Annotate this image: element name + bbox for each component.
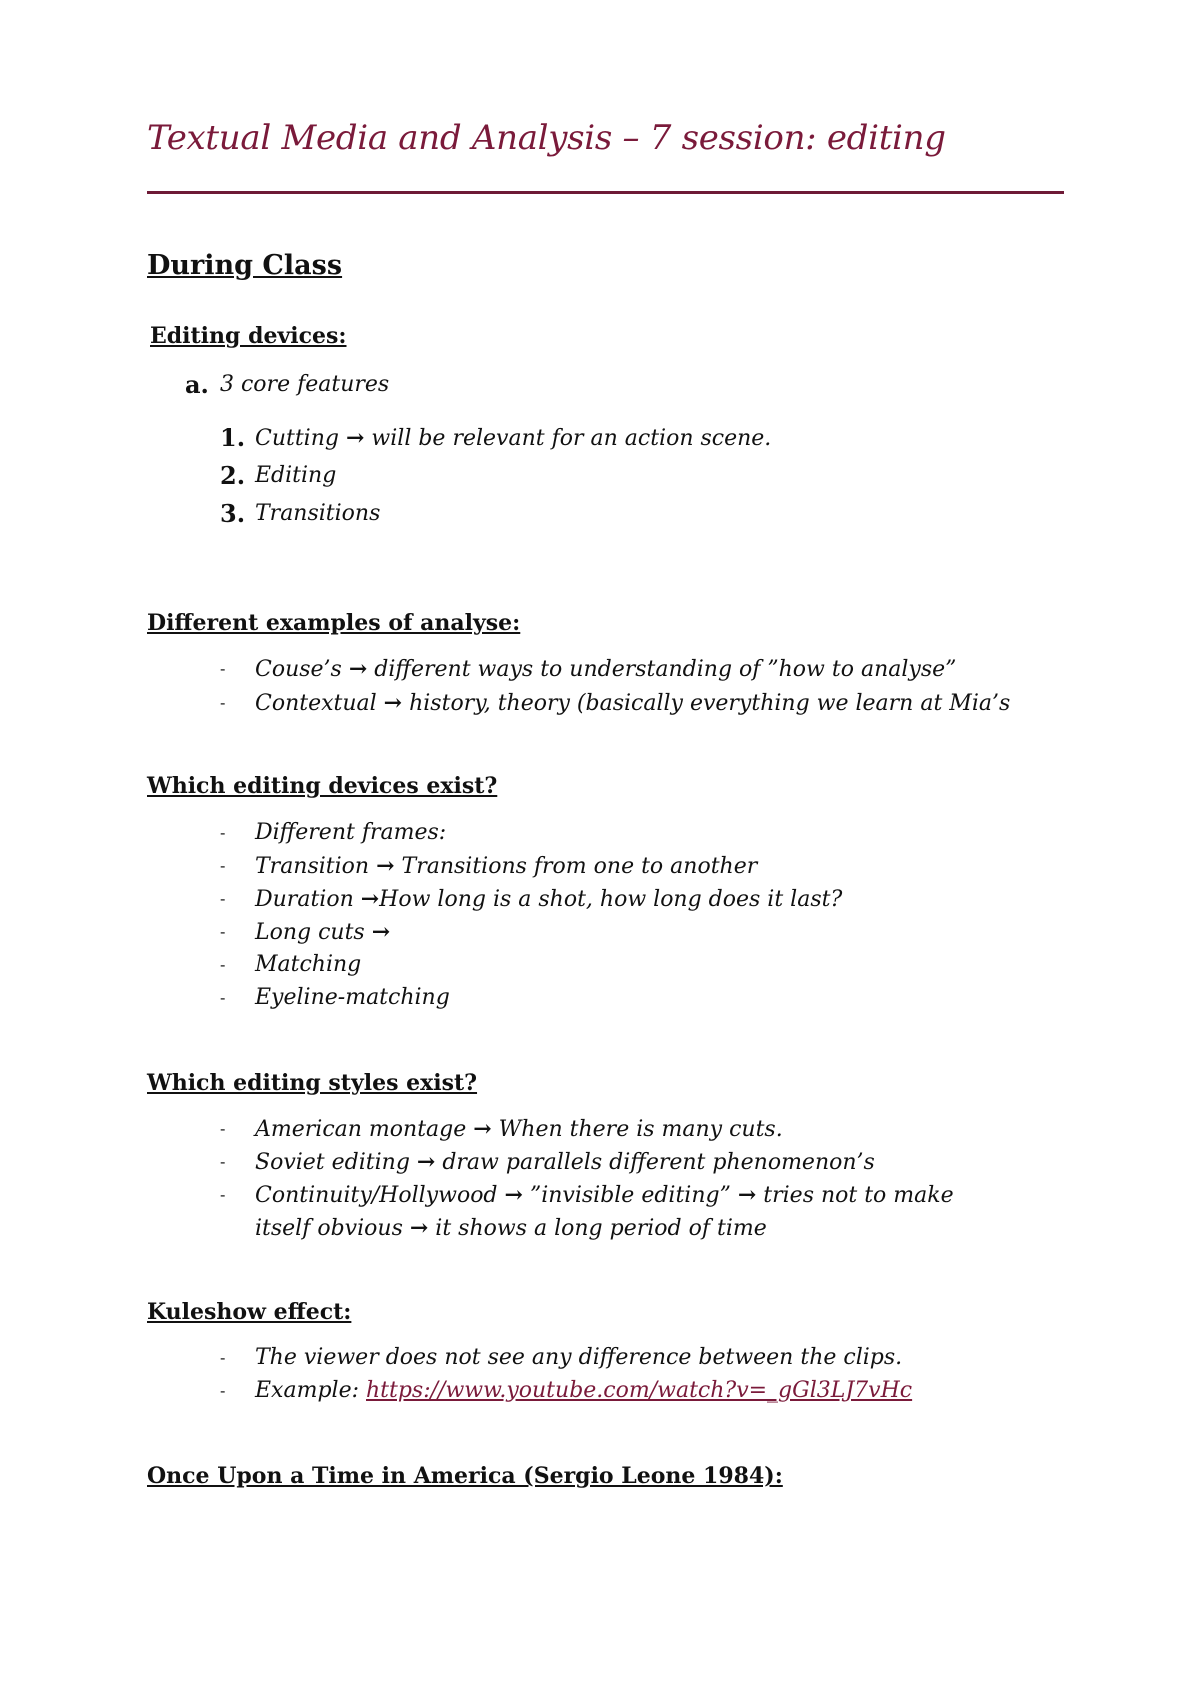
arrow-right-icon: → (409, 1215, 429, 1241)
list-item: - Example: https://www.youtube.com/watch?v=_gGl3LJ7vHc (220, 1378, 913, 1403)
list-item: - Different frames: (220, 820, 447, 845)
arrow-right-icon: → (371, 919, 391, 945)
heading-once-upon-a-time: Once Upon a Time in America (Sergio Leone 1984): (147, 1463, 783, 1489)
heading-editing-devices-exist: Which editing devices exist? (147, 773, 498, 799)
list-item-continuation: itself obvious → it shows a long period of time (255, 1215, 767, 1241)
item-number: 2. (220, 461, 246, 490)
arrow-right-icon: → (383, 690, 403, 716)
list-item: - Contextual → history, theory (basically everything we learn at Mia’s (220, 690, 1011, 716)
arrow-right-icon: → (504, 1182, 523, 1208)
arrow-right-icon: → (473, 1116, 492, 1142)
list-item: - Long cuts → (220, 919, 391, 945)
list-item: - Transition → Transitions from one to another (220, 853, 758, 879)
arrow-right-icon: → (416, 1149, 436, 1175)
arrow-right-icon: → (345, 425, 365, 451)
heading-editing-devices: Editing devices: (150, 323, 347, 349)
item-number: 1. (220, 423, 246, 452)
sub-item-marker: a. (185, 370, 209, 399)
document-title: Textual Media and Analysis – 7 session: editing (147, 118, 946, 158)
list-item: - American montage → When there is many cuts. (220, 1116, 783, 1142)
list-item: - Soviet editing → draw parallels different phenomenon’s (220, 1149, 875, 1175)
title-divider (147, 191, 1064, 194)
item-text: Transitions (255, 501, 381, 526)
arrow-right-icon: → (348, 656, 368, 682)
heading-editing-styles-exist: Which editing styles exist? (147, 1070, 478, 1096)
arrow-right-icon: → (737, 1182, 757, 1208)
item-number: 3. (220, 499, 246, 528)
list-item: - Continuity/Hollywood → ”invisible editing” → tries not to make (220, 1182, 954, 1208)
heading-kuleshow-effect: Kuleshow effect: (147, 1299, 352, 1325)
item-text: Editing (255, 463, 337, 488)
list-item: - Matching (220, 952, 362, 977)
heading-during-class: During Class (147, 250, 343, 281)
youtube-link[interactable]: https://www.youtube.com/watch?v=_gGl3LJ7vHc (366, 1378, 913, 1403)
arrow-right-icon: → (360, 886, 380, 912)
arrow-right-icon: → (376, 853, 395, 879)
sub-item-label: 3 core features (220, 372, 390, 397)
list-item: - Duration →How long is a shot, how long does it last? (220, 886, 843, 912)
heading-different-examples: Different examples of analyse: (147, 610, 521, 636)
item-text: Cutting → will be relevant for an action scene. (255, 425, 772, 451)
list-item: - The viewer does not see any difference between the clips. (220, 1345, 903, 1370)
list-item: - Eyeline-matching (220, 985, 450, 1010)
list-item: - Couse’s → different ways to understanding of ”how to analyse” (220, 656, 957, 682)
